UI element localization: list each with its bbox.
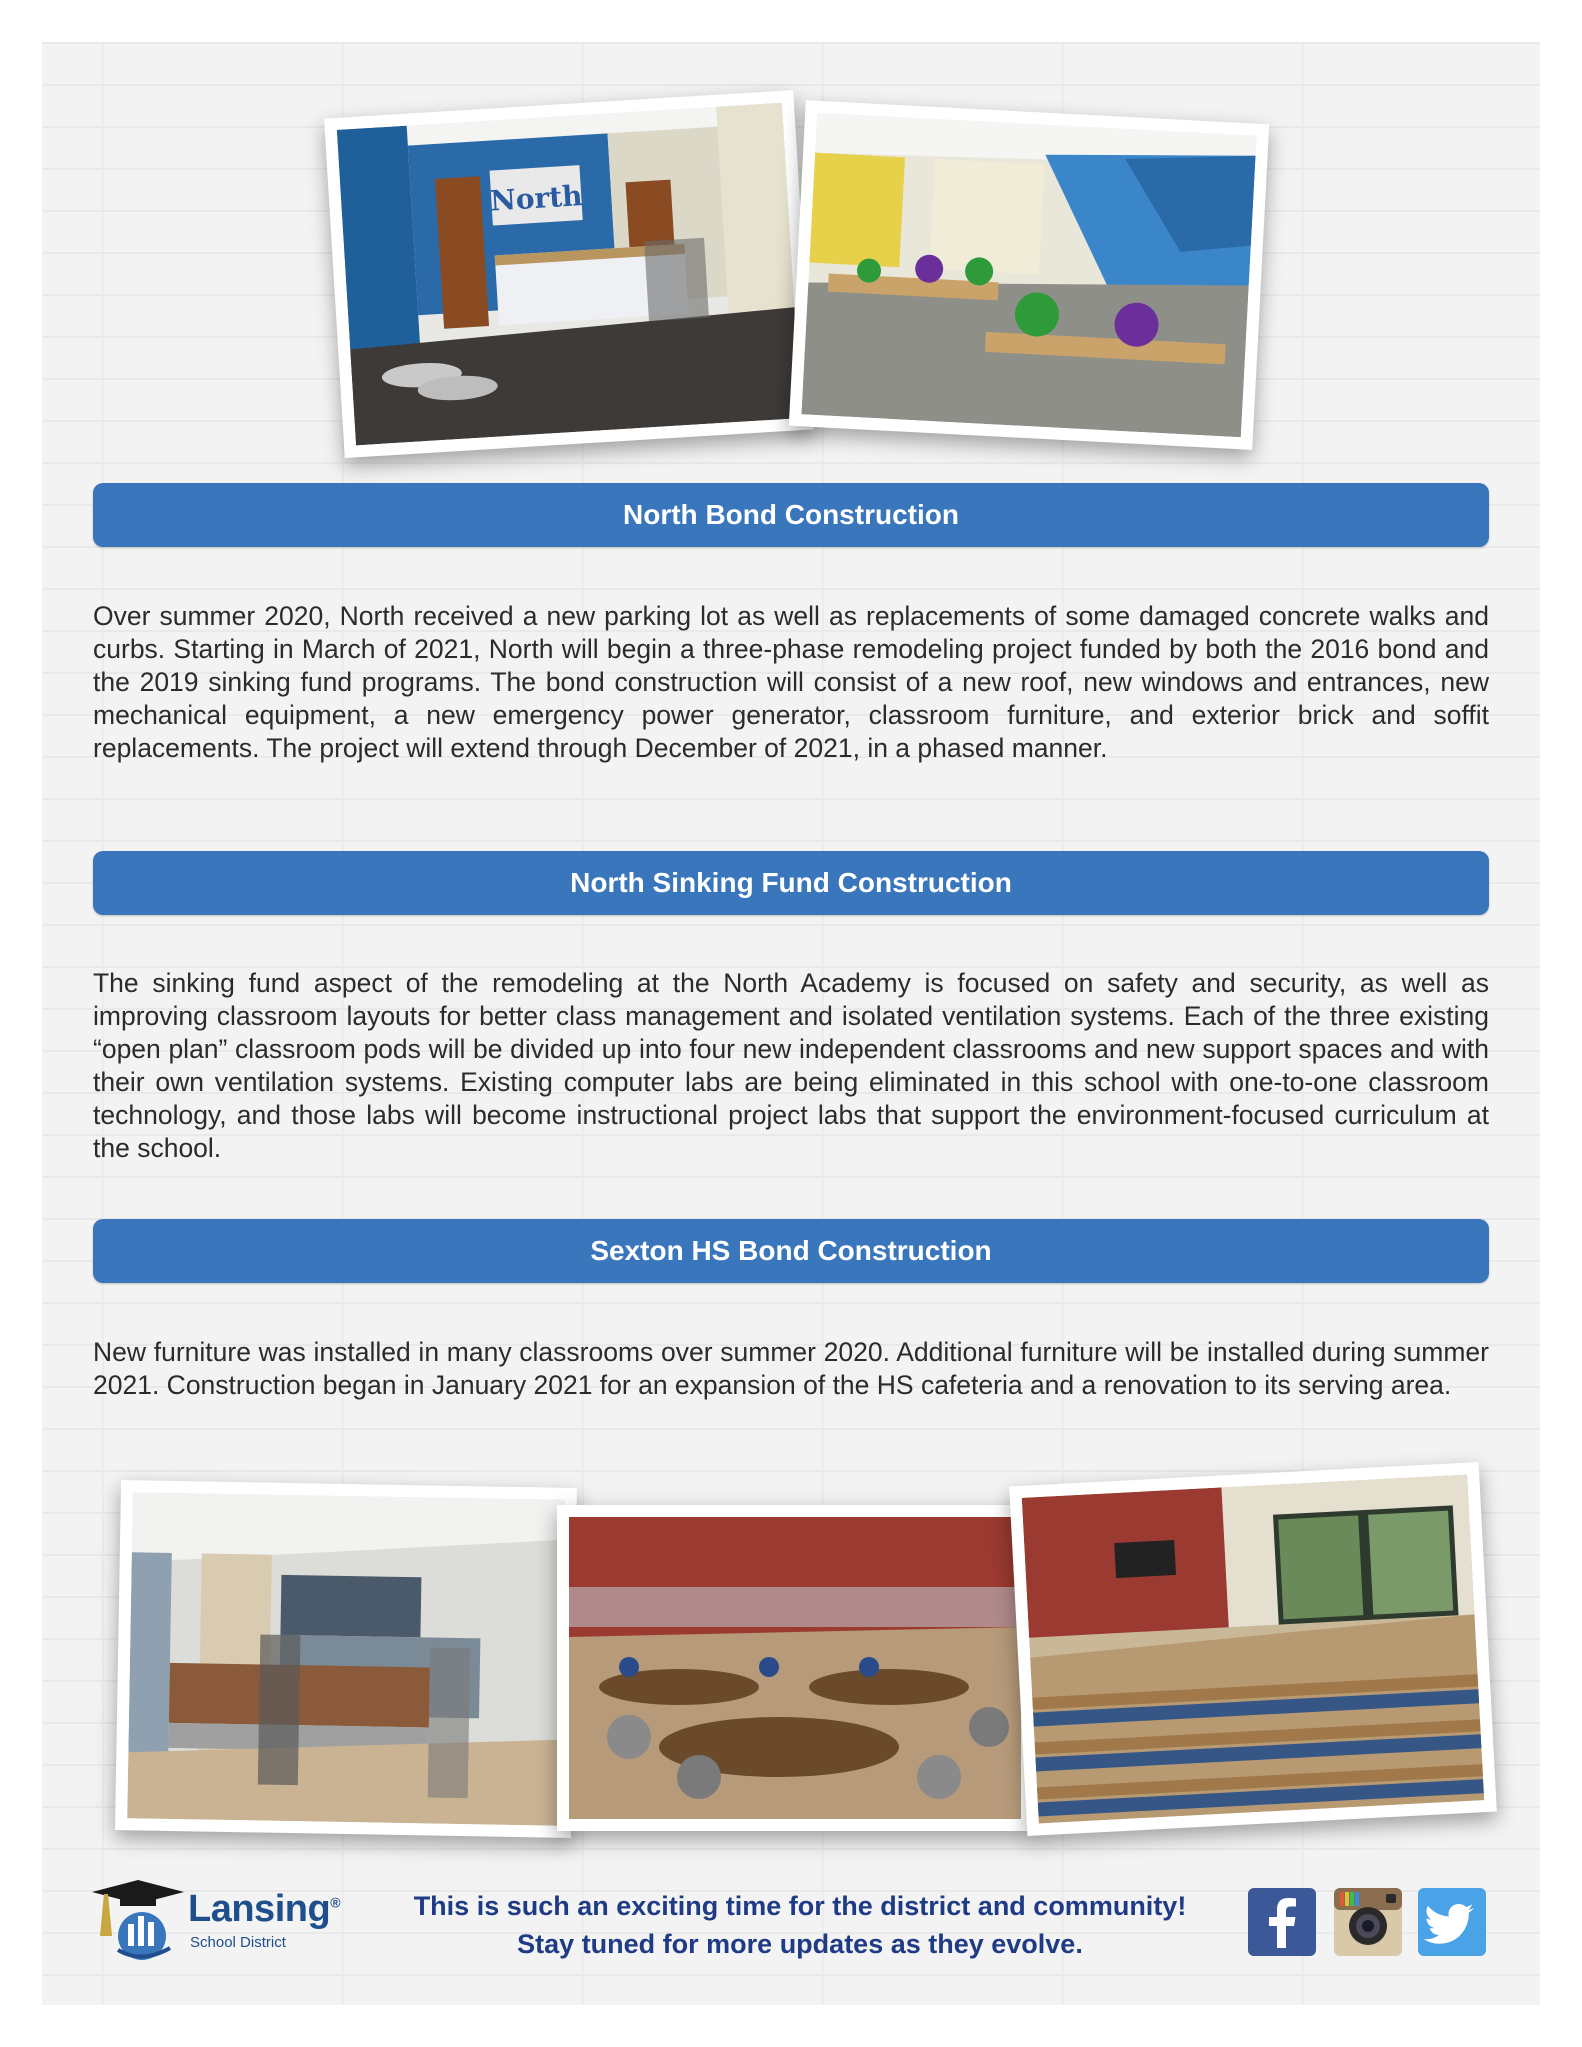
photo-serving-area-rendering [115,1480,577,1838]
photo-north-lobby-rendering [324,90,814,458]
graduation-cap-icon [90,1878,186,1964]
heading-north-bond: North Bond Construction [93,483,1489,547]
logo-subtitle: School District [190,1934,286,1951]
north-sign-text: North [489,179,584,218]
footer-message-line1: This is such an exciting time for the district and community! [413,1891,1187,1921]
logo-name: Lansing® [188,1888,341,1930]
footer-message-line2: Stay tuned for more updates as they evolve. [517,1929,1083,1959]
heading-sexton-bond: Sexton HS Bond Construction [93,1219,1489,1283]
paragraph-sexton-bond: New furniture was installed in many classrooms over summer 2020. Additional furniture will be installed during summer 2021. Construction began in January 2021 for an expansion of the HS cafeteria and a renovation to its serving area. [93,1337,1489,1400]
lansing-school-district-logo [90,1878,350,1968]
footer-message [360,1887,1240,1963]
paragraph-north-sinking-fund: The sinking fund aspect of the remodeling at the North Academy is focused on safety and security, as well as improving classroom layouts for better class management and isolated ventilation systems. Each of the three existing “open plan” classroom pods will be divided up into four new independent classrooms and new support spaces and with their own ventilation systems. Existing computer labs are being eliminated in this school with one-to-one classroom technology, and those labs will become instructional project labs that support the environment-focused curriculum at the school. [93,968,1489,1163]
photo-north-classroom-rendering [789,100,1269,450]
twitter-icon[interactable] [1418,1888,1486,1956]
instagram-icon[interactable] [1334,1888,1402,1956]
heading-north-sinking-fund: North Sinking Fund Construction [93,851,1489,915]
photo-cafeteria-tables-rendering [1009,1462,1497,1836]
photo-cafeteria-seating-rendering [557,1505,1033,1831]
facebook-icon[interactable] [1248,1888,1316,1956]
paragraph-north-bond: Over summer 2020, North received a new parking lot as well as replacements of some damaged concrete walks and curbs. Starting in March of 2021, North will begin a three-phase remodeling project funded by both the 2016 bond and the 2019 sinking fund programs. The bond construction will consist of a new roof, new windows and entrances, new mechanical equipment, a new emergency power generator, classroom furniture, and exterior brick and soffit replacements. The project will extend through December of 2021, in a phased manner. [93,601,1489,763]
